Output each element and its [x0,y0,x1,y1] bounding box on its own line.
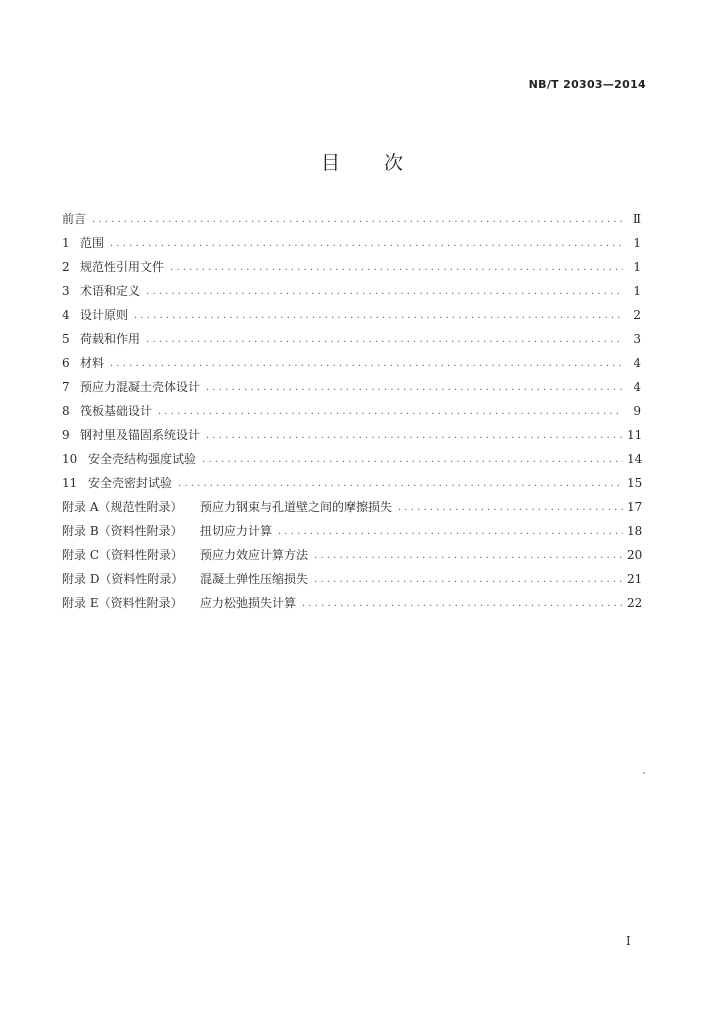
toc-entry-appendix-a[interactable] [62,495,641,519]
toc-leader-dots [202,446,623,472]
toc-entry-5[interactable] [62,327,641,351]
toc-leader-dots [158,398,623,424]
toc-entry-page: 3 [633,332,641,346]
page-number: I [626,934,631,948]
toc-appendix-prefix: 附录 C（资料性附录） [62,548,183,562]
toc-entry-label: 扭切应力计算 [200,524,273,538]
toc-entry-number: 3 [62,284,70,298]
title-char-1: 目 [320,152,340,174]
toc-entry-number: 10 [62,452,78,466]
toc-entry-label: 预应力效应计算方法 [200,548,309,562]
toc-appendix-prefix: 附录 B（资料性附录） [62,524,183,538]
toc-entry-10[interactable] [62,447,641,471]
toc-entry-page: 20 [627,548,643,562]
toc-leader-dots [134,302,623,328]
toc-entry-foreword[interactable] [62,207,641,231]
page-title [0,148,724,175]
toc-leader-dots [110,350,623,376]
toc-entry-4[interactable] [62,303,641,327]
toc-entry-number: 9 [62,428,70,442]
toc-entry-1[interactable] [62,231,641,255]
toc-entry-number: 11 [62,476,78,490]
toc-entry-3[interactable] [62,279,641,303]
toc-entry-page: 1 [633,236,641,250]
toc-leader-dots [146,278,623,304]
toc-entry-page: 9 [633,404,641,418]
table-of-contents [62,207,641,615]
toc-leader-dots [110,230,623,256]
toc-entry-label: 钢衬里及锚固系统设计 [80,428,201,442]
toc-entry-page: 4 [633,356,641,370]
toc-entry-label: 范围 [80,236,105,250]
toc-entry-6[interactable] [62,351,641,375]
toc-entry-label: 预应力钢束与孔道壁之间的摩擦损失 [200,500,393,514]
toc-appendix-prefix: 附录 E（资料性附录） [62,596,183,610]
toc-entry-7[interactable] [62,375,641,399]
toc-entry-page: 22 [627,596,643,610]
toc-entry-page: 11 [627,428,643,442]
toc-entry-label: 材料 [80,356,105,370]
title-char-2: 次 [384,152,404,174]
toc-entry-page: 1 [633,284,641,298]
toc-leader-dots [170,254,623,280]
document-code: NB/T 20303—2014 [528,78,646,91]
toc-appendix-prefix: 附录 D（资料性附录） [62,572,184,586]
toc-entry-page: 18 [627,524,643,538]
toc-entry-label: 安全壳结构强度试验 [88,452,197,466]
toc-entry-appendix-d[interactable] [62,567,641,591]
toc-entry-label: 设计原则 [80,308,129,322]
toc-leader-dots [302,590,623,616]
toc-entry-number: 5 [62,332,70,346]
toc-entry-number: 7 [62,380,70,394]
toc-leader-dots [206,422,623,448]
toc-entry-appendix-b[interactable] [62,519,641,543]
toc-leader-dots [206,374,623,400]
toc-entry-9[interactable] [62,423,641,447]
toc-entry-page: 2 [633,308,641,322]
toc-entry-page: 21 [627,572,643,586]
toc-entry-number: 8 [62,404,70,418]
toc-entry-appendix-e[interactable] [62,591,641,615]
toc-entry-page: 17 [627,500,643,514]
toc-leader-dots [314,542,623,568]
toc-entry-label: 规范性引用文件 [80,260,165,274]
toc-entry-page: Ⅱ [632,212,641,226]
toc-entry-label: 荷载和作用 [80,332,141,346]
toc-entry-appendix-c[interactable] [62,543,641,567]
toc-leader-dots [92,206,623,232]
toc-entry-page: 4 [633,380,641,394]
toc-entry-label: 术语和定义 [80,284,141,298]
toc-appendix-prefix: 附录 A（规范性附录） [62,500,183,514]
toc-leader-dots [278,518,623,544]
toc-entry-label: 安全壳密封试验 [88,476,173,490]
toc-entry-number: 2 [62,260,70,274]
toc-leader-dots [146,326,623,352]
scan-speck [643,772,645,774]
toc-entry-number: 1 [62,236,70,250]
toc-entry-label: 预应力混凝土壳体设计 [80,380,201,394]
toc-entry-label: 前言 [62,212,87,226]
toc-entry-page: 1 [633,260,641,274]
toc-entry-label: 混凝土弹性压缩损失 [200,572,309,586]
toc-entry-label: 筏板基础设计 [80,404,153,418]
toc-leader-dots [314,566,623,592]
toc-leader-dots [178,470,623,496]
toc-entry-2[interactable] [62,255,641,279]
toc-leader-dots [398,494,623,520]
toc-entry-page: 15 [627,476,643,490]
toc-entry-number: 6 [62,356,70,370]
toc-entry-page: 14 [627,452,643,466]
toc-entry-label: 应力松弛损失计算 [200,596,297,610]
toc-entry-8[interactable] [62,399,641,423]
toc-entry-number: 4 [62,308,70,322]
toc-entry-11[interactable] [62,471,641,495]
